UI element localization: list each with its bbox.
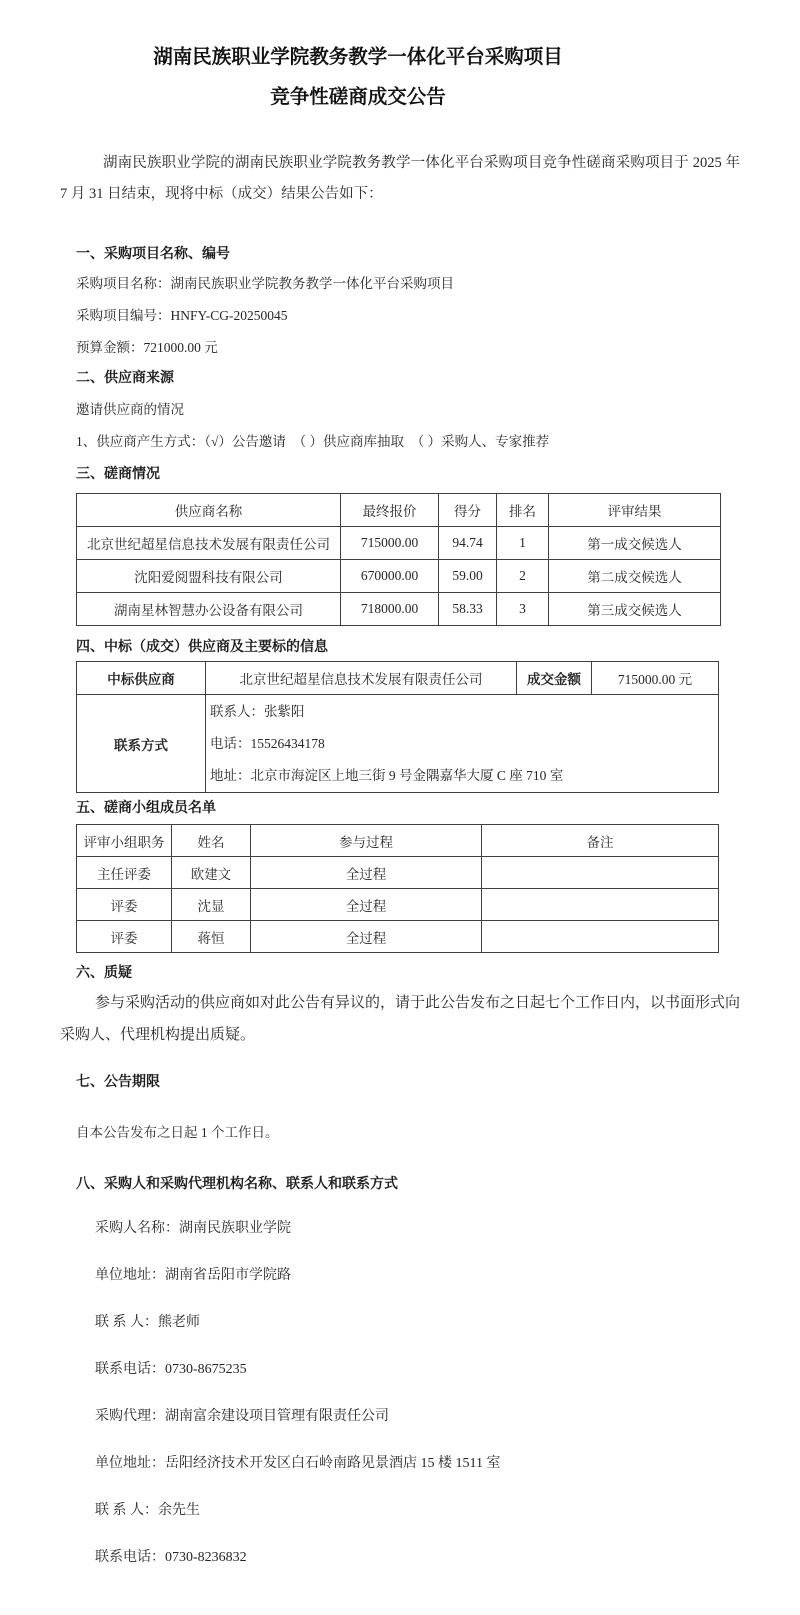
panel-process-cell: 全过程 (251, 889, 482, 921)
final-price-cell: 718000.00 (341, 593, 439, 626)
rank-cell: 2 (497, 560, 549, 593)
table-row (77, 695, 719, 793)
contact-phone-line: 电话：15526434178 (210, 735, 325, 751)
purchaser-address-line: 单位地址：湖南省岳阳市学院路 (95, 1268, 291, 1283)
table-row (77, 560, 721, 593)
col-review-result: 评审结果 (549, 494, 721, 527)
section-3-heading: 三、磋商情况 (76, 467, 160, 482)
purchaser-phone-line: 联系电话：0730-8675235 (95, 1362, 247, 1377)
budget-line: 预算金额：721000.00 元 (76, 340, 218, 355)
section-6-heading: 六、质疑 (76, 966, 132, 981)
table-row (77, 889, 719, 921)
section-7-heading: 七、公告期限 (76, 1075, 160, 1090)
project-name-line: 采购项目名称：湖南民族职业学院教务教学一体化平台采购项目 (76, 276, 454, 291)
panel-role-cell: 评委 (77, 921, 172, 953)
table-header-row (77, 494, 721, 527)
panel-note-cell (482, 857, 719, 889)
panel-role-cell: 评委 (77, 889, 172, 921)
score-cell: 58.33 (439, 593, 497, 626)
contact-address-line: 地址：北京市海淀区上地三街 9 号金隅嘉华大厦 C 座 710 室 (210, 767, 564, 783)
negotiation-table (76, 493, 721, 626)
panel-name-cell: 蒋恒 (172, 921, 251, 953)
review-result-cell: 第二成交候选人 (549, 560, 721, 593)
review-result-cell: 第一成交候选人 (549, 527, 721, 560)
final-price-cell: 715000.00 (341, 527, 439, 560)
section-panel-members (60, 799, 740, 953)
winner-name-cell: 北京世纪超星信息技术发展有限责任公司 (206, 662, 517, 695)
agency-name-line: 采购代理：湖南富余建设项目管理有限责任公司 (95, 1409, 389, 1424)
panel-role-cell: 主任评委 (77, 857, 172, 889)
score-cell: 94.74 (439, 527, 497, 560)
final-price-cell: 670000.00 (341, 560, 439, 593)
supplier-method-line: 1、供应商产生方式：（√）公告邀请 （ ）供应商库抽取 （ ）采购人、专家推荐 (76, 434, 550, 449)
review-result-cell: 第三成交候选人 (549, 593, 721, 626)
rank-cell: 3 (497, 593, 549, 626)
winner-table (76, 661, 719, 793)
table-row (77, 527, 721, 560)
agency-phone-line: 联系电话：0730-8236832 (95, 1550, 247, 1565)
section-supplier-source (60, 369, 740, 458)
col-score: 得分 (439, 494, 497, 527)
supplier-name-cell: 沈阳爱阅盟科技有限公司 (77, 560, 341, 593)
supplier-name-cell: 湖南星林智慧办公设备有限公司 (77, 593, 341, 626)
panel-name-cell: 沈显 (172, 889, 251, 921)
section-announcement-period (60, 1073, 740, 1149)
score-cell: 59.00 (439, 560, 497, 593)
col-rank: 排名 (497, 494, 549, 527)
panel-table (76, 824, 719, 953)
agency-address-line: 单位地址：岳阳经济技术开发区白石岭南路见景酒店 15 楼 1511 室 (95, 1456, 501, 1471)
panel-process-cell: 全过程 (251, 921, 482, 953)
amount-value-cell: 715000.00 元 (592, 662, 719, 695)
section-1-heading: 一、采购项目名称、编号 (76, 247, 230, 262)
section-negotiation (60, 465, 740, 626)
announcement-period-line: 自本公告发布之日起 1 个工作日。 (76, 1125, 279, 1140)
purchaser-name-line: 采购人名称：湖南民族职业学院 (95, 1221, 291, 1236)
doc-title-line2: 竞争性磋商成交公告 (270, 87, 446, 108)
agency-contact-line: 联 系 人：余先生 (95, 1503, 200, 1518)
section-contacts (60, 1175, 740, 1568)
col-panel-process: 参与过程 (251, 825, 482, 857)
purchaser-contact-line: 联 系 人：熊老师 (95, 1315, 200, 1330)
col-panel-role: 评审小组职务 (77, 825, 172, 857)
panel-name-cell: 欧建文 (172, 857, 251, 889)
section-winner-info (60, 638, 740, 793)
intro-paragraph: 湖南民族职业学院的湖南民族职业学院教务教学一体化平台采购项目竞争性磋商采购项目于 2025 年 7 月 31 日结束，现将中标（成交）结果公告如下： (60, 155, 740, 202)
supplier-invite-line: 邀请供应商的情况 (76, 402, 184, 417)
section-objection (60, 964, 740, 1051)
section-4-heading: 四、中标（成交）供应商及主要标的信息 (76, 640, 328, 655)
doc-title-line1: 湖南民族职业学院教务教学一体化平台采购项目 (153, 47, 563, 68)
amount-label-cell: 成交金额 (517, 662, 592, 695)
col-panel-name: 姓名 (172, 825, 251, 857)
table-row (77, 662, 719, 695)
section-5-heading: 五、磋商小组成员名单 (76, 801, 216, 816)
table-row (77, 857, 719, 889)
contact-label-cell: 联系方式 (77, 695, 206, 793)
table-header-row (77, 825, 719, 857)
table-row (77, 593, 721, 626)
rank-cell: 1 (497, 527, 549, 560)
winner-label-cell: 中标供应商 (77, 662, 206, 695)
section-project-info (60, 245, 740, 364)
document-title (60, 45, 656, 111)
supplier-name-cell: 北京世纪超星信息技术发展有限责任公司 (77, 527, 341, 560)
table-row (77, 921, 719, 953)
panel-note-cell (482, 889, 719, 921)
col-final-price: 最终报价 (341, 494, 439, 527)
panel-note-cell (482, 921, 719, 953)
section-2-heading: 二、供应商来源 (76, 371, 174, 386)
objection-paragraph: 参与采购活动的供应商如对此公告有异议的，请于此公告发布之日起七个工作日内，以书面形式向采购人、代理机构提出质疑。 (60, 995, 741, 1043)
contact-info-cell (206, 695, 719, 793)
col-panel-note: 备注 (482, 825, 719, 857)
panel-process-cell: 全过程 (251, 857, 482, 889)
section-8-heading: 八、采购人和采购代理机构名称、联系人和联系方式 (76, 1177, 398, 1192)
project-code-line: 采购项目编号：HNFY-CG-20250045 (76, 308, 288, 323)
col-supplier-name: 供应商名称 (77, 494, 341, 527)
contact-person-line: 联系人：张紫阳 (210, 703, 305, 719)
